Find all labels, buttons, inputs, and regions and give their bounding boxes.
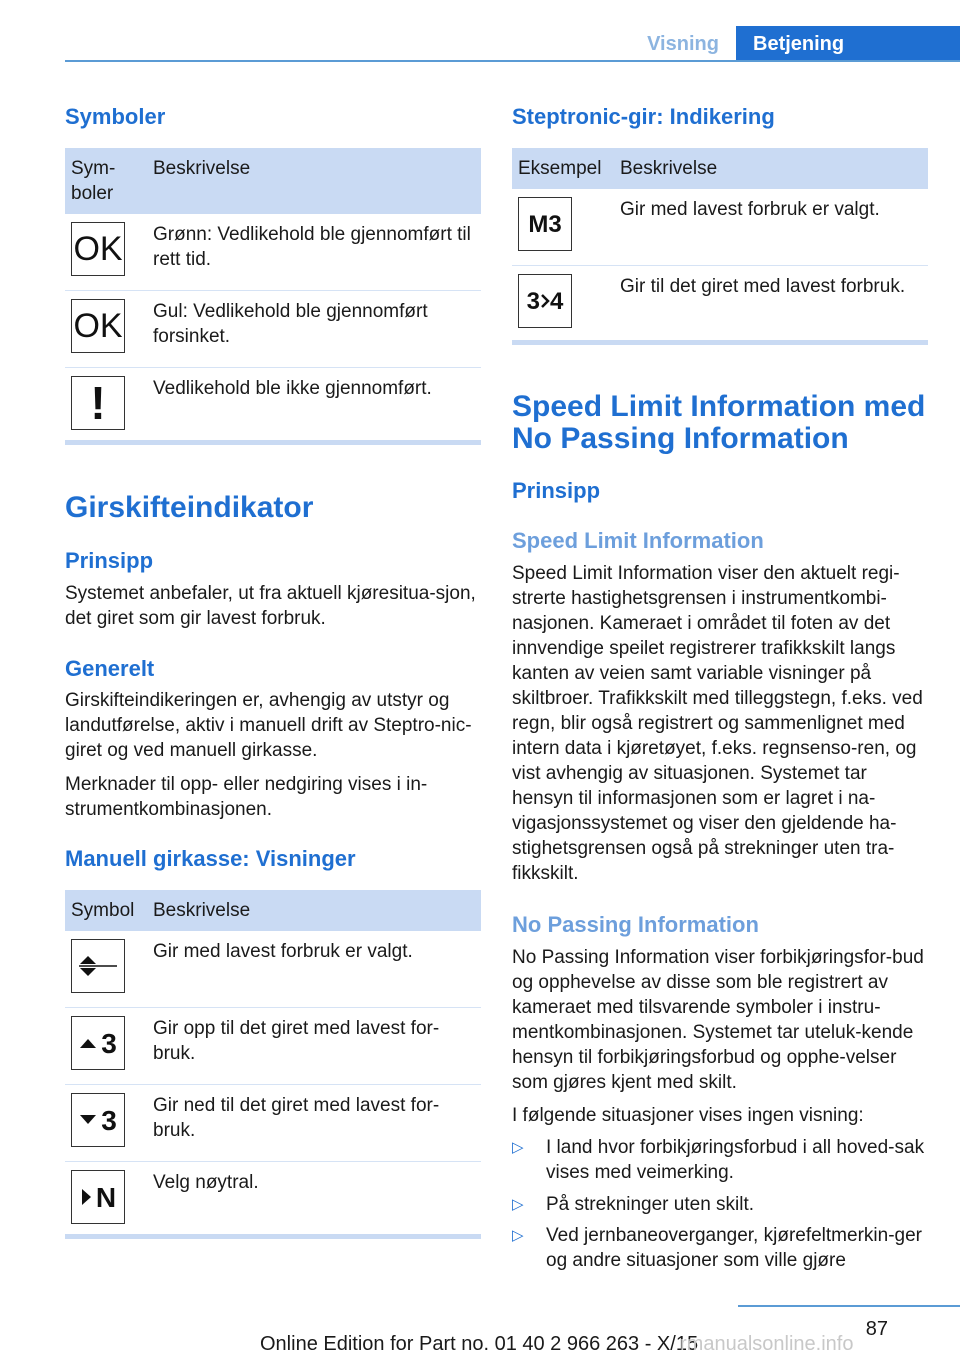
girskifte-prinsipp-text: Systemet anbefaler, ut fra aktuell kjøresitua-sjon, det giret som gir lavest forbruk. — [65, 583, 476, 629]
table-row — [65, 214, 481, 291]
manuell-col-symbol: Symbol — [65, 890, 147, 931]
ok-green-icon: OK — [71, 222, 125, 276]
symboler-desc: Gul: Vedlikehold ble gjennomført forsinket. — [147, 291, 481, 368]
table-row — [65, 1085, 481, 1162]
table-end-rule — [65, 1234, 481, 1239]
shift-neutral-icon: N — [71, 1170, 125, 1224]
list-item: ▷ I land hvor forbikjøringsforbud i all hoved-sak vises med veimerking. — [512, 1137, 925, 1183]
girskifte-prinsipp-heading: Prinsipp — [65, 548, 154, 573]
symboler-table — [65, 148, 481, 444]
3-to-4-icon: 3 4 — [518, 274, 572, 328]
steptronic-col-example: Eksempel — [512, 148, 614, 189]
header-rule — [65, 60, 960, 62]
situasjoner-intro: I følgende situasjoner vises ingen visning: — [512, 1105, 864, 1126]
shift-down-3-icon: 3 — [71, 1093, 125, 1147]
manuell-col-desc: Beskrivelse — [147, 890, 481, 931]
npi-text: No Passing Information viser forbikjøringsfor-bud og opphevelse av disse som ble registrert av kameraet med tilsvarende symboler i instru-mentkombinasjonen. Systemet tar uteluk-kende hensyn til forbikjøringsforbud og opphe-velser som gjøres kjent med skilt. — [512, 947, 924, 1093]
manuell-heading: Manuell girkasse: Visninger — [65, 846, 356, 871]
m3-icon: M3 — [518, 197, 572, 251]
bullet-triangle-icon: ▷ — [512, 1196, 524, 1213]
shift-updown-icon — [71, 939, 125, 993]
girskifte-generelt-text1: Girskifteindikeringen er, avhengig av utstyr og landutførelse, aktiv i manuell drift av Steptro-nic-giret og ved manuell girkasse. — [65, 690, 472, 761]
shift-up-3-icon: 3 — [71, 1016, 125, 1070]
footer-rule — [738, 1305, 960, 1307]
manuell-table — [65, 890, 481, 1238]
watermark-text: rmanualsonline.info — [680, 1333, 854, 1355]
sli-heading: Speed Limit Information — [512, 528, 764, 553]
exclamation-icon: ! — [71, 376, 125, 430]
manuell-desc: Gir ned til det giret med lavest for-bruk. — [147, 1085, 481, 1162]
steptronic-table — [512, 148, 928, 342]
symboler-desc: Grønn: Vedlikehold ble gjennomført til rett tid. — [147, 214, 481, 291]
manuell-desc: Gir med lavest forbruk er valgt. — [147, 931, 481, 1008]
symboler-heading: Symboler — [65, 104, 166, 129]
manuell-desc: Gir opp til det giret med lavest for-bruk. — [147, 1008, 481, 1085]
speed-prinsipp-heading: Prinsipp — [512, 478, 601, 503]
bullet-triangle-icon: ▷ — [512, 1139, 524, 1156]
symboler-desc: Vedlikehold ble ikke gjennomført. — [153, 378, 432, 399]
manuell-desc: Velg nøytral. — [153, 1172, 259, 1193]
speed-title: Speed Limit Information med No Passing Information — [512, 390, 926, 455]
ok-yellow-icon: OK — [71, 299, 125, 353]
steptronic-col-desc: Beskrivelse — [614, 148, 928, 189]
header-tab-visning[interactable]: Visning — [647, 33, 719, 55]
table-row — [65, 291, 481, 368]
table-row — [65, 1162, 481, 1239]
edition-text: Online Edition for Part no. 01 40 2 966 263 - X/15 — [260, 1333, 699, 1355]
girskifte-generelt-text2: Merknader til opp- eller nedgiring vises i in-strumentkombinasjonen. — [65, 774, 428, 820]
girskifte-title: Girskifteindikator — [65, 491, 314, 524]
header-tab-betjening[interactable]: Betjening — [736, 26, 960, 62]
table-row — [65, 368, 481, 445]
table-row — [512, 266, 928, 343]
list-item: ▷ På strekninger uten skilt. — [512, 1194, 755, 1215]
sli-text: Speed Limit Information viser den aktuelt regi-strerte hastighetsgrensen i instrumentkombi-nasjonen. Kameraet i området til foten av det innvendige speilet registrerer trafikkskilt langs kanten av veien samt variable visninger på skiltbroer. Trafikkskilt med tilleggstegn, f.eks. ved regn, blir også registrert og sammenlignet med intern data i kjøretøyet, f.eks. regnsenso-ren, og vist avhengig av situasjonen. Systemet tar hensyn til informasjonen som er lagret i na-vigasjonssystemet og viser den gjeldende ha-stighetsgrensen også på strekninger uten tra-fikkskilt. — [512, 563, 923, 884]
steptronic-desc: Gir med lavest forbruk er valgt. — [614, 189, 928, 266]
bullet-triangle-icon: ▷ — [512, 1227, 524, 1244]
steptronic-heading: Steptronic-gir: Indikering — [512, 104, 775, 129]
list-item: ▷ Ved jernbaneoverganger, kjørefeltmerkin-ger og andre situasjoner som ville gjøre — [512, 1225, 922, 1271]
steptronic-desc: Gir til det giret med lavest forbruk. — [620, 276, 906, 297]
table-row — [65, 1008, 481, 1085]
npi-heading: No Passing Information — [512, 912, 759, 937]
girskifte-generelt-heading: Generelt — [65, 656, 155, 681]
table-end-rule — [65, 440, 481, 445]
symboler-col-symbol: Sym- boler — [65, 148, 147, 214]
table-row — [65, 931, 481, 1008]
page-number: 87 — [865, 1318, 888, 1340]
table-row — [512, 189, 928, 266]
table-end-rule — [512, 340, 928, 345]
symboler-col-desc: Beskrivelse — [147, 148, 481, 214]
